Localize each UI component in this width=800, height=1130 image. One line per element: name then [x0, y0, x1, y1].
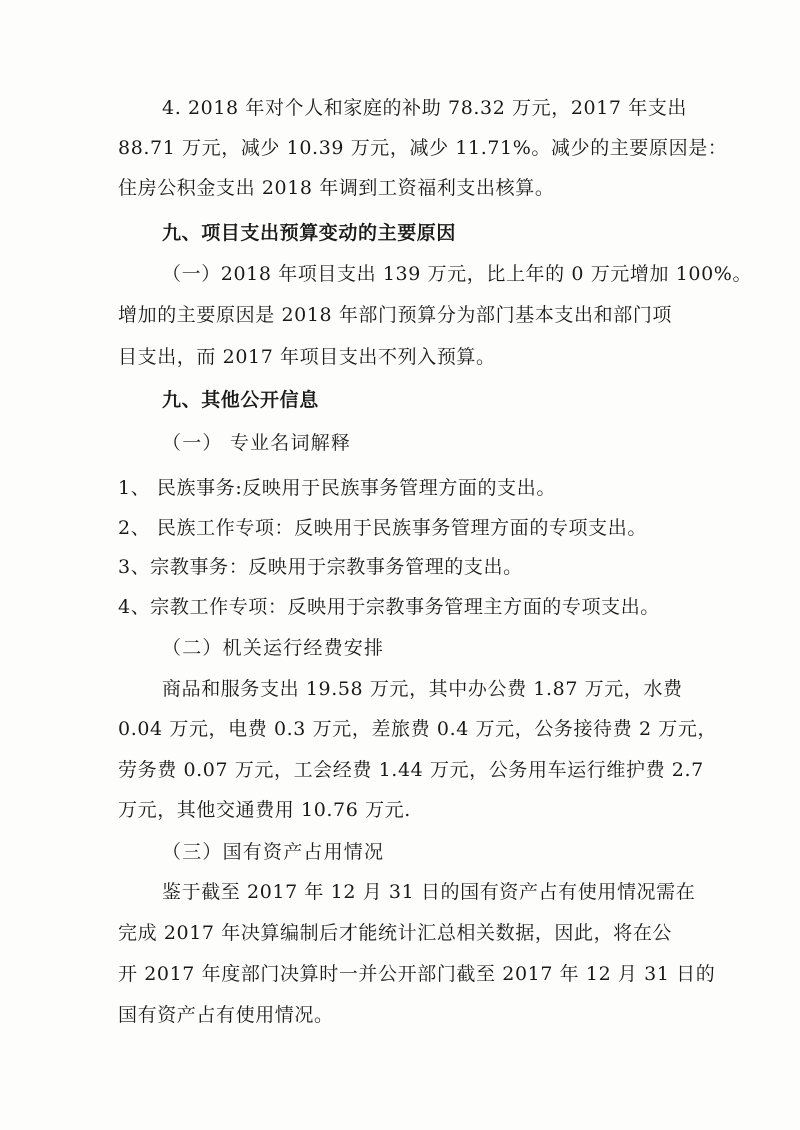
paragraph-line: 增加的主要原因是 2018 年部门预算分为部门基本支出和部门项 — [118, 304, 673, 326]
section-heading: 九、其他公开信息 — [162, 389, 319, 411]
list-item: 4、宗教工作专项：反映用于宗教事务管理主方面的专项支出。 — [118, 596, 660, 618]
paragraph-line: 完成 2017 年决算编制后才能统计汇总相关数据，因此，将在公 — [118, 922, 673, 944]
list-item: 2、 民族工作专项：反映用于民族事务管理方面的专项支出。 — [118, 517, 647, 539]
paragraph-line: 0.04 万元，电费 0.3 万元，差旅费 0.4 万元，公务接待费 2 万元， — [118, 718, 718, 740]
paragraph-line: 国有资产占有使用情况。 — [118, 1004, 334, 1026]
paragraph-line: 目支出，而 2017 年项目支出不列入预算。 — [118, 346, 496, 368]
paragraph-line: 劳务费 0.07 万元，工会经费 1.44 万元，公务用车运行维护费 2.7 — [118, 759, 704, 781]
section-heading: 九、项目支出预算变动的主要原因 — [162, 222, 457, 244]
subsection-heading: （三）国有资产占用情况 — [162, 841, 385, 863]
subsection-heading: （二）机关运行经费安排 — [162, 637, 385, 659]
paragraph-line: （一）2018 年项目支出 139 万元，比上年的 0 万元增加 100%。 — [162, 263, 753, 285]
paragraph-line: 4. 2018 年对个人和家庭的补助 78.32 万元，2017 年支出 — [162, 97, 688, 119]
paragraph-line: 商品和服务支出 19.58 万元，其中办公费 1.87 万元，水费 — [162, 678, 683, 700]
paragraph-line: 开 2017 年度部门决算时一并公开部门截至 2017 年 12 月 31 日的 — [118, 963, 716, 985]
paragraph-line: 万元，其他交通费用 10.76 万元. — [118, 799, 411, 821]
list-item: 1、 民族事务:反映用于民族事务管理方面的支出。 — [118, 477, 556, 499]
subsection-heading: （一） 专业名词解释 — [162, 432, 352, 454]
paragraph-line: 住房公积金支出 2018 年调到工资福利支出核算。 — [118, 177, 555, 199]
paragraph-line: 88.71 万元，减少 10.39 万元，减少 11.71%。减少的主要原因是： — [118, 137, 728, 159]
paragraph-line: 鉴于截至 2017 年 12 月 31 日的国有资产占有使用情况需在 — [162, 881, 696, 903]
list-item: 3、宗教事务：反映用于宗教事务管理的支出。 — [118, 556, 523, 578]
